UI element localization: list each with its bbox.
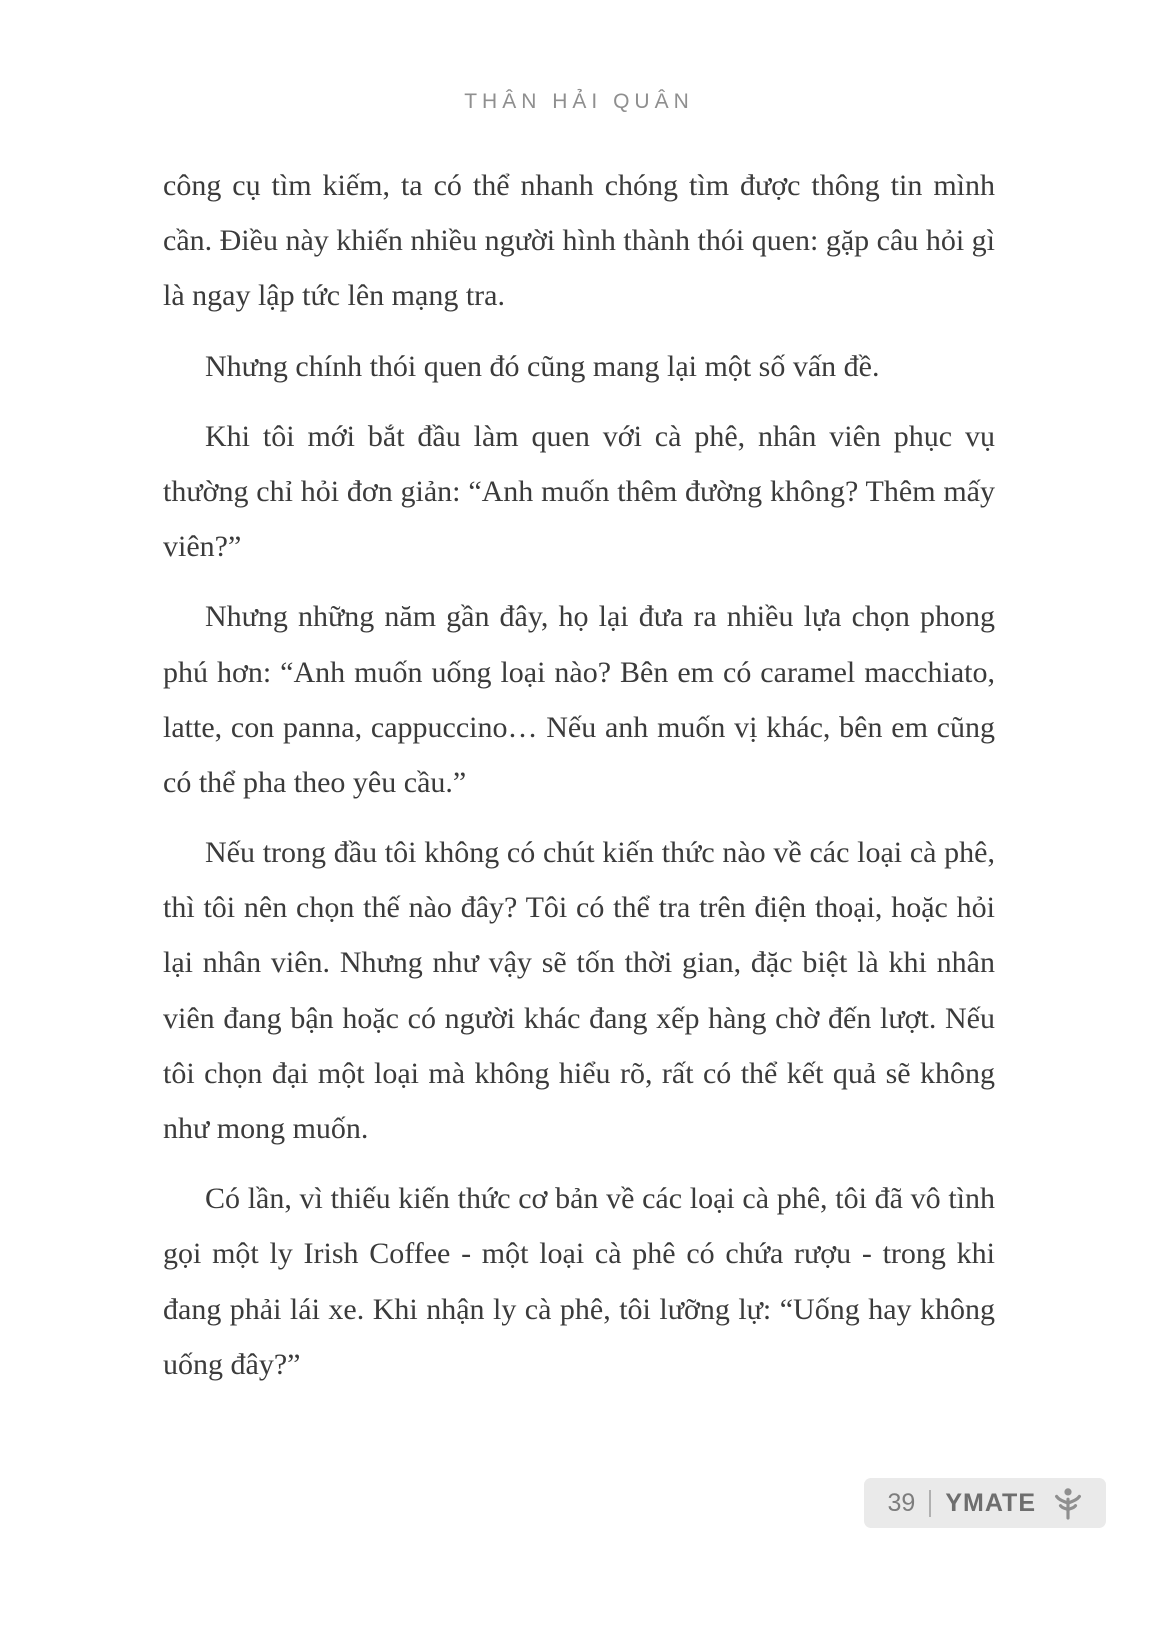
footer-badge xyxy=(864,1478,1106,1528)
footer-divider xyxy=(929,1490,931,1517)
running-header-author: THÂN HẢI QUÂN xyxy=(464,90,694,113)
body-paragraph: Nhưng những năm gần đây, họ lại đưa ra nhiều lựa chọn phong phú hơn: “Anh muốn uống loại nào? Bên em có caramel macchiato, latte, con panna, cappuccino… Nếu anh muốn vị khác, bên em cũng có thể pha theo yêu cầu.” xyxy=(163,600,995,799)
ymate-logo-icon xyxy=(1050,1485,1086,1521)
page-number: 39 xyxy=(887,1488,916,1517)
body-paragraph: công cụ tìm kiếm, ta có thể nhanh chóng tìm được thông tin mình cần. Điều này khiến nhiều người hình thành thói quen: gặp câu hỏi gì là ngay lập tức lên mạng tra. xyxy=(163,169,995,313)
page-body-text xyxy=(163,158,995,1407)
body-paragraph: Có lần, vì thiếu kiến thức cơ bản về các loại cà phê, tôi đã vô tình gọi một ly Irish Coffee - một loại cà phê có chứa rượu - trong khi đang phải lái xe. Khi nhận ly cà phê, tôi lưỡng lự: “Uống hay không uống đây?” xyxy=(163,1182,995,1381)
brand-name: YMATE xyxy=(945,1488,1036,1517)
body-paragraph: Nếu trong đầu tôi không có chút kiến thức nào về các loại cà phê, thì tôi nên chọn thế nào đây? Tôi có thể tra trên điện thoại, hoặc hỏi lại nhân viên. Nhưng như vậy sẽ tốn thời gian, đặc biệt là khi nhân viên đang bận hoặc có người khác đang xếp hàng chờ đến lượt. Nếu tôi chọn đại một loại mà không hiểu rõ, rất có thể kết quả sẽ không như mong muốn. xyxy=(163,836,995,1145)
body-paragraph: Khi tôi mới bắt đầu làm quen với cà phê, nhân viên phục vụ thường chỉ hỏi đơn giản: “Anh muốn thêm đường không? Thêm mấy viên?” xyxy=(163,419,995,564)
body-paragraph: Nhưng chính thói quen đó cũng mang lại một số vấn đề. xyxy=(205,349,880,383)
